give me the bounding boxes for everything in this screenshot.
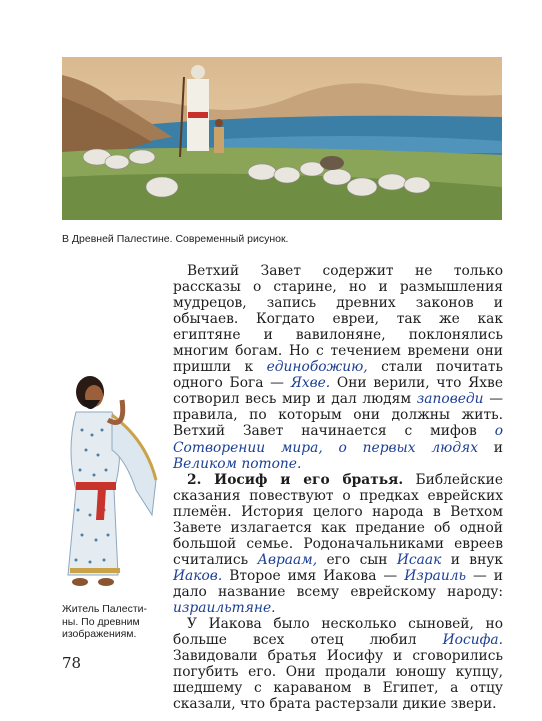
side-illustration-caption [62,603,162,641]
top-illustration-caption: В Древней Палестине. Современный рисунок. [62,233,289,245]
palestine-landscape-illustration [62,57,502,220]
side-caption-line: изображениям. [62,628,137,640]
section-heading: 2. Иосиф и его братья. [187,471,404,488]
side-caption-line: ны. По древним [62,615,140,628]
paragraph-jacob-sons: У Иакова было несколько сыновей, но больше всех отец любил Иосифа. Завидовали братья Иосифу и сговорились погубить его. Они продали юношу купцу, шедшему с караваном в Египет, а отцу сказали, что брата растерзали дикие звери. [173,616,503,713]
paragraph-old-testament: Ветхий Завет содержит не только рассказы о старине, но и размышления мудрецов, запись древних законов и обычаев. Когдато евреи, так же как египтяне и вавилоняне, поклонялись многим богам. Но с течением времени они пришли к единобожию, стали почитать одного Бога — Яхве. Они верили, что Яхве сотворил весь мир и дал людям заповеди — правила, по которым они должны жить. Ветхий Завет начинается с мифов о Сотворении мира, о первых людях и Великом потопе. [173,263,504,472]
paragraph-joseph-section: 2. Иосиф и его братья. Библейские сказания повествуют о предках еврейских племён. История целого народа в Ветхом Завете излагается как предание об одной большой семье. Родоначальниками евреев считались Авраам, его сын Исаак и внук Иаков. Второе имя Иакова — Израиль — и дало название всему еврейскому народу: израильтяне. [173,471,504,616]
dweller-drawing [56,370,168,595]
landscape-drawing [62,57,502,220]
palestine-dweller-illustration [56,370,168,595]
main-text [173,263,503,712]
page-number: 78 [62,654,82,672]
side-caption-line: Житель Палести- [62,603,148,615]
